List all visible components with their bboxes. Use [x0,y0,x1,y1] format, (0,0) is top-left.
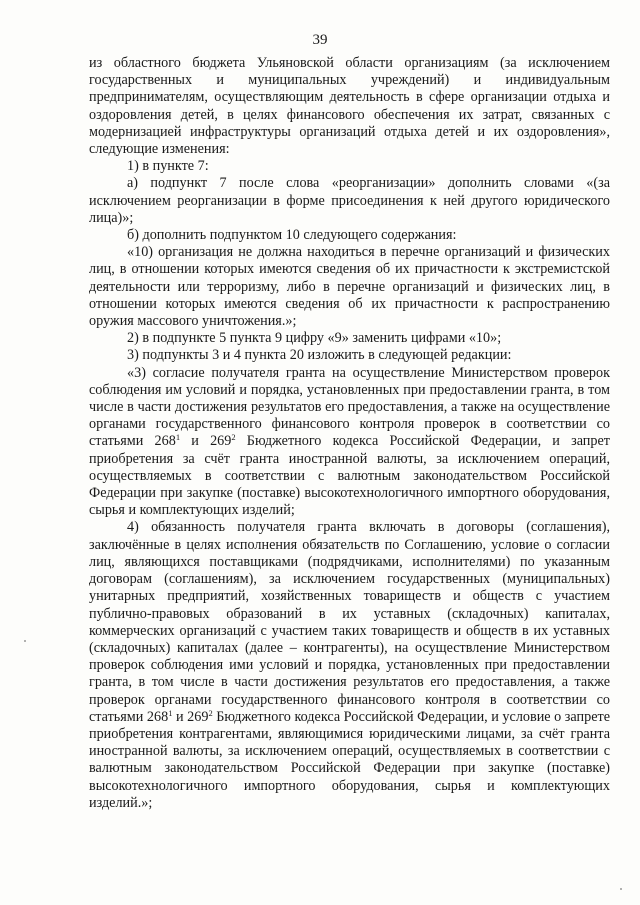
scan-artifact [620,888,622,890]
text-run: Бюджетного кодекса Российской Федерации, и запрет приобретения за счёт гранта иностранной валюты, за исключением операций, осуществляемых в соответствии с валютным законодательством Российской Федерации при закупке (поставке) высокотехнологичного импортного оборудования, сырья и комплектующих изделий; [89,433,610,519]
text-run: 4) обязанность получателя гранта включать в договоры (соглашения), заключённые в целях исполнения обязательств по Соглашению, условие о согласии лиц, являющихся поставщиками (подрядчиками, исполнителями) по указанным договорам (соглашениям), за исключением государственных (муниципальных) унитарных предприятий, хозяйственных товариществ и обществ с участием публично-правовых образований в их уставных (складочных) капиталах, коммерческих организаций с участием таких товариществ и обществ в их уставных (складочных) капиталах (далее – контрагенты), на осуществление Министерством проверок соблюдения ими условий и порядка, установленных при предоставлении гранта, в том числе в части достижения результатов его предоставления, а также проверок органами государственного финансового контроля в соответствии со статьями 268 [89,519,610,725]
paragraph [89,347,610,364]
paragraph [89,55,610,158]
document-body [89,55,610,812]
text-run: а) подпункт 7 после слова «реорганизации» дополнить словами «(за исключением реорганизации в форме присоединения к ней другого юридического лица)»; [89,175,610,226]
superscript: 1 [168,707,173,718]
superscript: 2 [208,707,213,718]
text-run: «3) согласие получателя гранта на осуществление Министерством проверок соблюдения им условий и порядка, установленных при предоставлении гранта, в том числе в части достижения результатов его предоставления, а также на осуществление органами государственного финансового контроля проверок в соответствии со статьями 268 [89,364,610,450]
text-run: 3) подпункты 3 и 4 пункта 20 изложить в следующей редакции: [127,347,512,364]
text-run: 1) в пункте 7: [127,158,209,175]
paragraph [89,175,610,227]
superscript: 2 [231,432,236,443]
superscript: 1 [175,432,181,443]
text-run: и 269 [180,433,232,450]
paragraph [89,365,610,520]
text-run: б) дополнить подпунктом 10 следующего содержания: [127,227,457,244]
text-run: 2) в подпункте 5 пункта 9 цифру «9» заменить цифрами «10»; [127,330,502,347]
paragraph [89,244,610,330]
paragraph [89,519,610,811]
paragraph [89,227,610,244]
paragraph [89,158,610,175]
text-run: «10) организация не должна находиться в перечне организаций и физических лиц, в отношении которых имеются сведения об их причастности к экстремистской деятельности или терроризму, либо в перечне организаций и физических лиц, в отношении которых имеются сведения об их причастности к распространению оружия массового уничтожения.»; [89,244,610,330]
text-run: и 269 [172,708,209,725]
text-run: из областного бюджета Ульяновской области организациям (за исключением государственных и муниципальных учреждений) и индивидуальным предпринимателям, осуществляющим деятельность в сфере организации отдыха и оздоровления детей, в целях финансового обеспечения их затрат, связанных с модернизацией инфраструктуры организаций отдыха детей и их оздоровления», следующие изменения: [89,55,610,158]
paragraph [89,330,610,347]
text-run: Бюджетного кодекса Российской Федерации, и условие о запрете приобретения контрагентами, являющимися юридическими лицами, за счёт гранта иностранной валюты, за исключением операций, осуществляемых в соответствии с валютным законодательством Российской Федерации при закупке (поставке) высокотехнологичного импортного оборудования, сырья и комплектующих изделий.»; [89,708,610,811]
scan-artifact [24,640,26,642]
page-number: 39 [312,32,328,48]
